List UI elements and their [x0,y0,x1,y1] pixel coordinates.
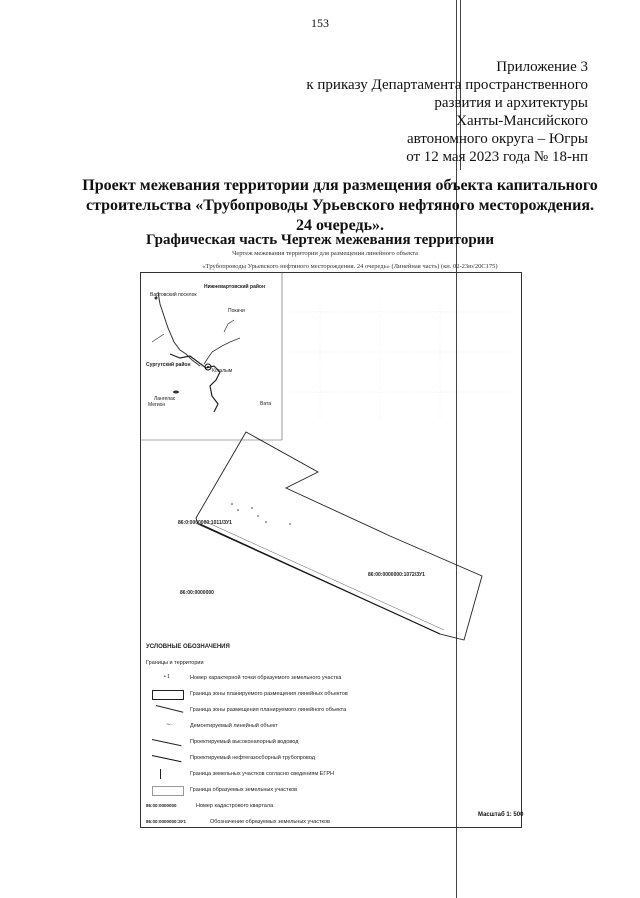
dismantled-object-symbol: ∼· [166,722,174,728]
egrn-boundary-symbol [146,769,186,779]
legend-section: Границы и территории [146,660,204,666]
legend-item: • 1 Номер характерной точки образуемого земельного участка [146,670,446,686]
appendix-line: автономного округа – Югры [406,131,588,147]
inset-label-settlement: Лангепас [154,396,176,402]
legend-title: УСЛОВНЫЕ ОБОЗНАЧЕНИЯ [146,644,230,650]
characteristic-points [231,503,291,525]
appendix-line: развития и архитектуры [434,95,588,111]
object-zone-symbol [146,705,186,715]
cadastral-quarter-label: 86:00:0000000 [180,590,214,596]
inset-label-region: Нижневартовский район [204,284,265,290]
road-line [224,320,234,332]
pipeline-line [200,524,440,634]
appendix-line: Приложение 3 [496,59,588,75]
zone-boundary-symbol [146,689,186,699]
title-line: строительства «Трубопроводы Урьевского нефтяного месторождения. [86,197,594,214]
page-number: 153 [311,16,329,30]
quarter-number-symbol: 86:00:0000000 [146,803,177,808]
lake-shape [173,391,179,394]
legend-item: Проектируемый высоконапорный водовод [146,734,446,750]
inset-label-settlement: Вартовский поселок [150,292,197,298]
road-line [152,334,164,342]
scale-label: Масштаб 1: 500 [478,812,524,818]
parcel-label: 86:0:0000000:1011/ЗУ1 [178,520,232,526]
road-line [204,338,240,364]
object-location-marker [207,366,209,368]
legend-item: Граница земельных участков согласно сведениям ЕГРН [146,766,446,782]
title-line: Проект межевания территории для размещения объекта капитального [82,177,598,194]
appendix-line: от 12 мая 2023 года № 18-нп [406,149,588,165]
legend-item: 86:00:0000000 Номер кадастрового квартала [146,803,274,809]
point-number-symbol: • 1 [164,674,170,680]
parcel-label: 86:00:0000000:1072/ЗУ1 [368,572,425,578]
background-grid [290,302,510,422]
inset-map [140,272,282,440]
legend-item: 86:00:0000000:ЗУ1 Обозначение образуемых земельных участков [146,819,330,825]
legend-item: Проектируемый нефтегазосборный трубопровод [146,750,446,766]
road-line [158,292,200,366]
appendix-line: Ханты-Мансийского [456,113,588,129]
placement-zone-boundary [196,432,482,640]
inset-label-city: Покачи [228,308,245,314]
formed-parcel-symbol [146,785,186,795]
oil-pipeline-symbol [146,753,186,763]
inset-label-region: Сургутский район [146,362,191,368]
inset-label-settlement: Мегион [148,402,166,408]
legend-item: Граница зоны размещения планируемого линейного объекта [146,702,446,718]
document-title [60,176,620,236]
title-line: 24 очередь». [295,217,385,234]
legend [146,644,446,830]
inset-label-city: Когалым [212,368,233,374]
appendix-line: к приказу Департамента пространственного [306,77,588,93]
drawing-subtitle: Чертеж межевания территории для размещения линейного объекта [232,250,418,257]
parcel-designation-symbol: 86:00:0000000:ЗУ1 [146,819,186,824]
legend-item: Граница зоны планируемого размещения линейных объектов [146,686,446,702]
legend-item: Граница образуемых земельных участков [146,782,446,798]
inset-label-river: Вата [260,401,272,407]
graphic-part-heading: Графическая часть Чертеж межевания территории [146,232,494,248]
water-pipeline-symbol [146,737,186,747]
legend-item: ∼· Демонтируемый линейный объект [146,718,446,734]
appendix-block [168,58,588,166]
drawing-subtitle-object: «Трубопроводы Урьевского нефтяного месторождения. 24 очередь» (Линейная часть) (кн. 02-23ю/20С175) [202,263,498,270]
